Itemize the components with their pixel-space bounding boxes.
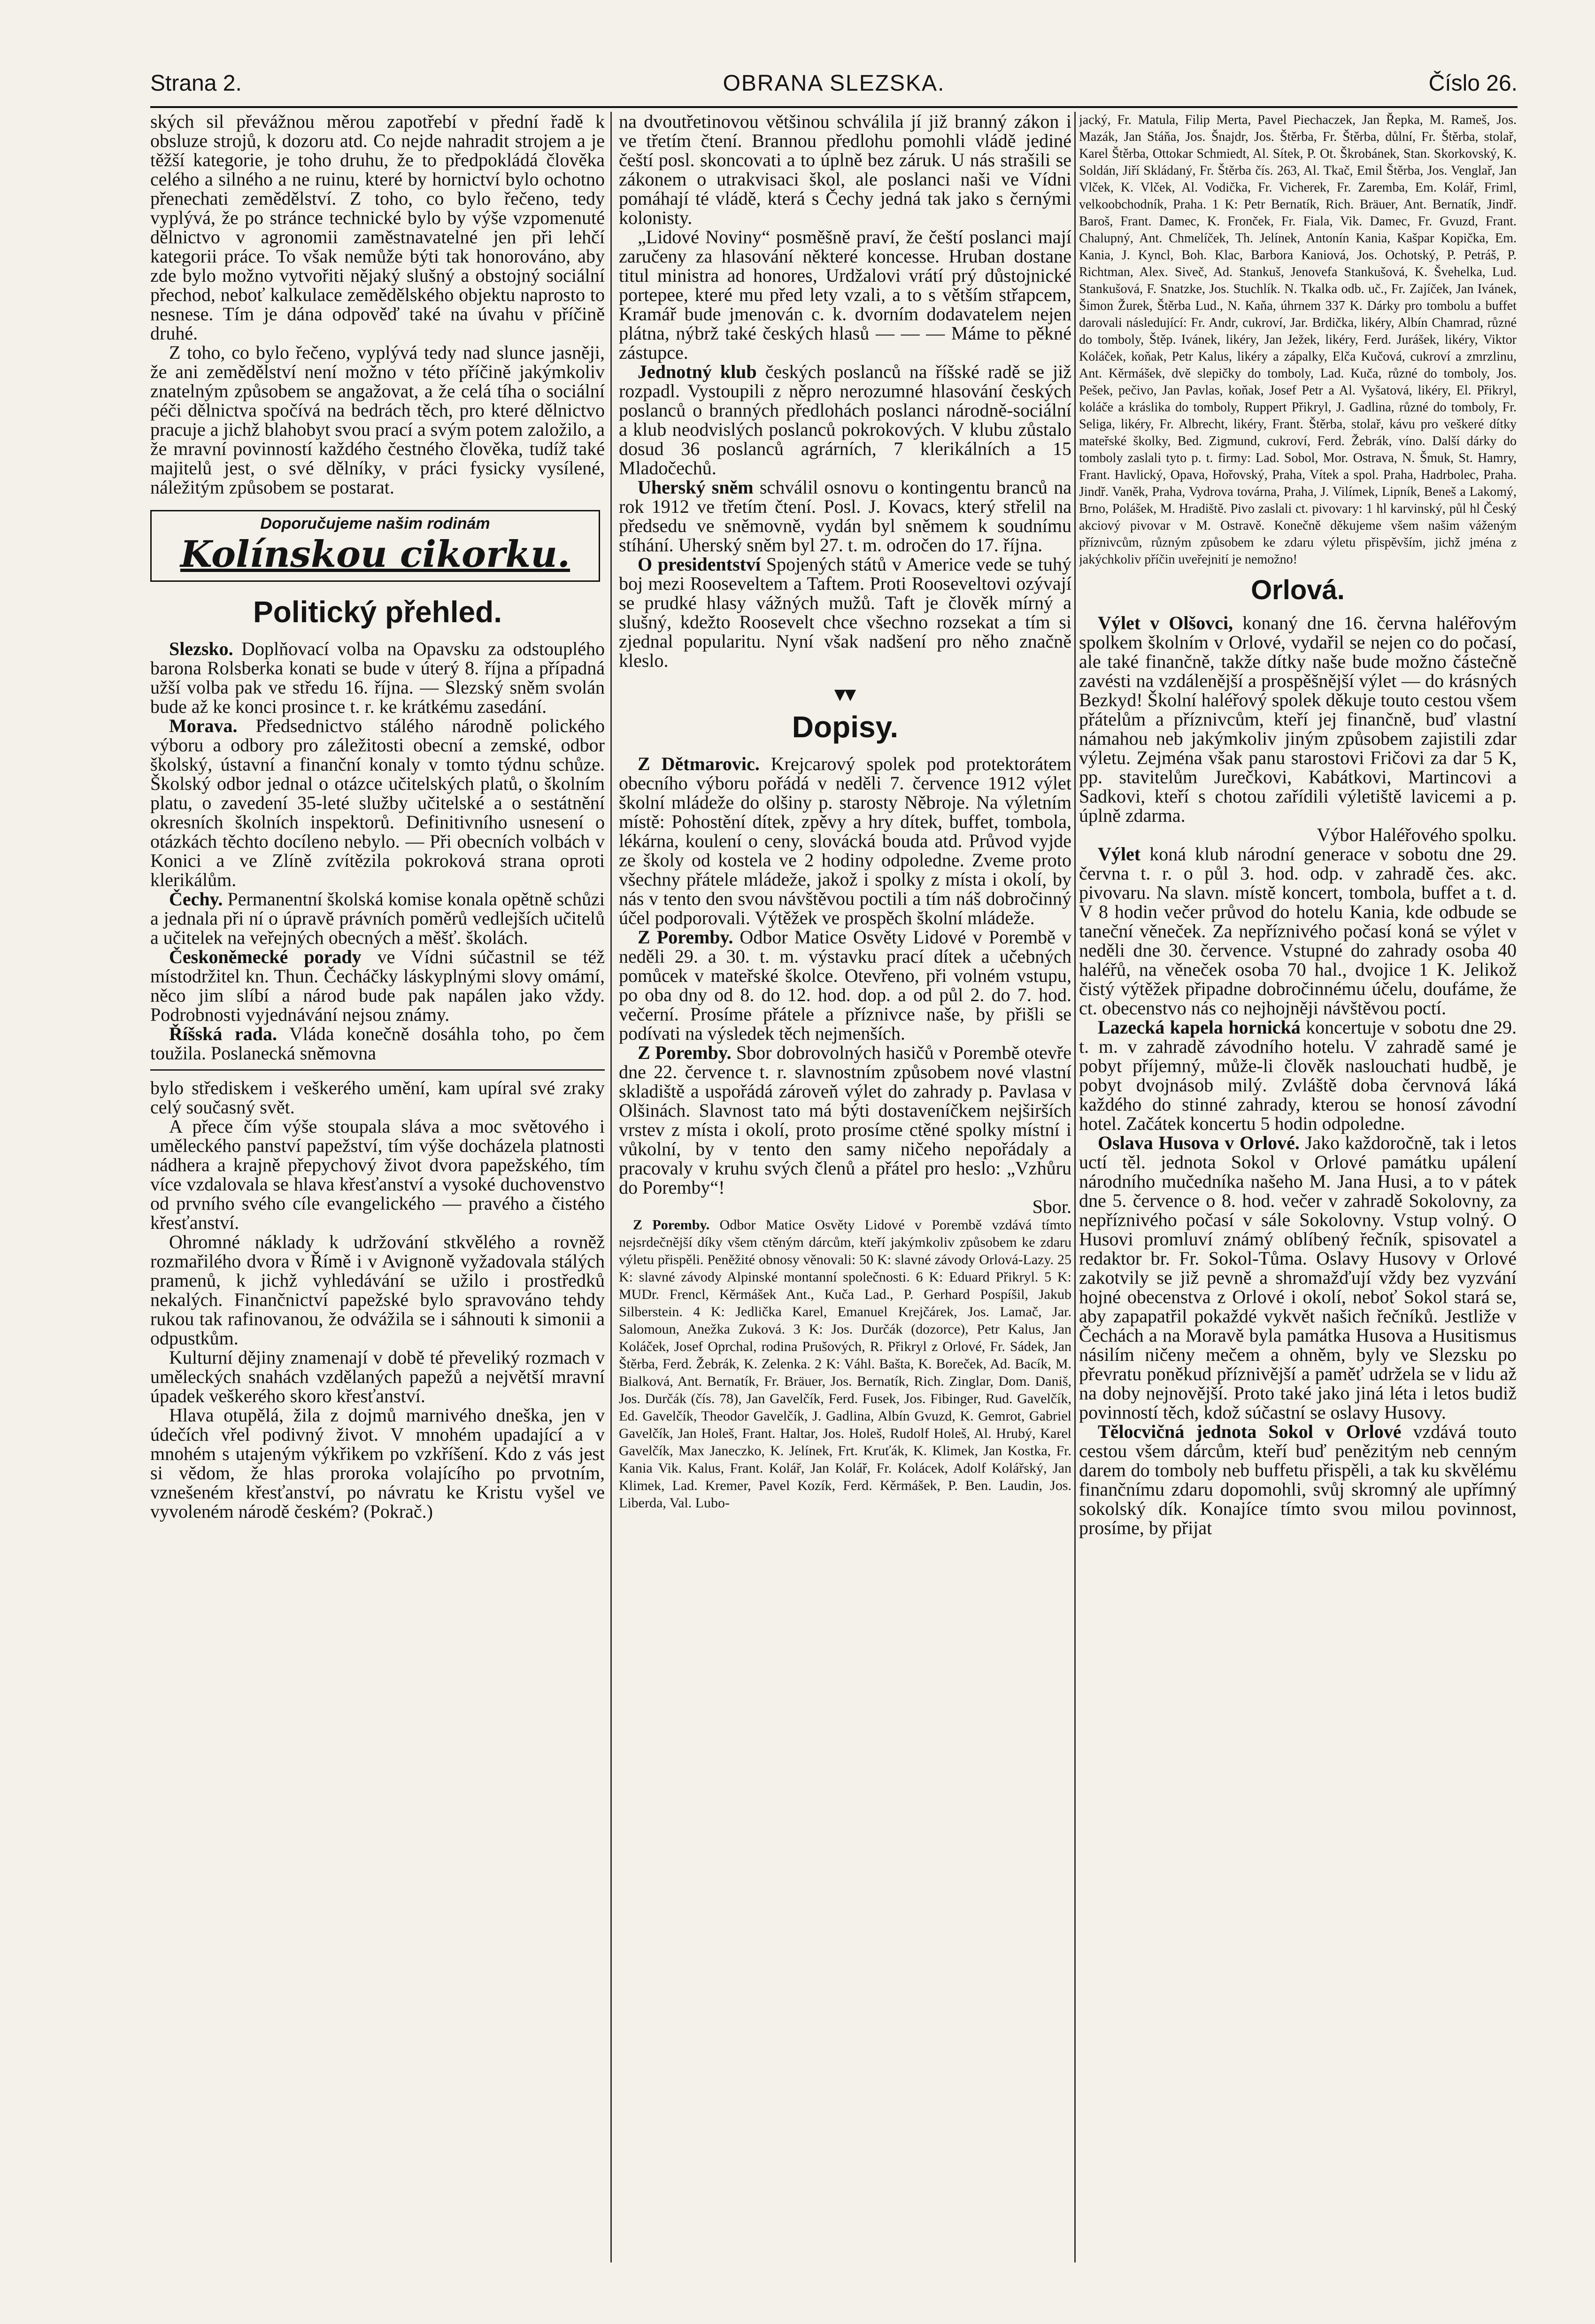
section-heading: Orlová. xyxy=(1251,575,1345,605)
letter-item: Z Poremby. Sbor dobrovolných hasičů v Porembě otevře dne 22. července t. r. slavnostním způsobem nové vlastní skladiště a uspořádá zároveň výlet do zahrady p. Pavlasa v Olšinách. Slavnost tato má býti dostaveníčkem nejširších vrstev z místa i okolí, proto prosíme ctěné spolky místní i vůkolní, by v tento den samy ničeho nepořádaly a pracovaly v kruhu svých členů a přátel pro heslo: „Vzhůru do Poremby“! xyxy=(619,1042,1071,1198)
article-paragraph: A přece čím výše stoupala sláva a moc světového i uměleckého panství papežství, tím výše docházela platnosti nádhera a krajně přepychový život dvora papežského, tím více vzdalovala se hlava křesťanství a vysoké duchovenstvo od prvního svého cíle evangelického — pravého a čistého křesťanství. xyxy=(150,1116,605,1233)
article-paragraph: „Lidové Noviny“ posměšně praví, že čeští poslanci mají zaručeny za hlasování některé koncesse. Hruban dostane titul ministra ad honores, Urdžalovi vrátí prý důstojnické portepee, které mu před lety vzali, a to s větším střapcem, Kramář bude jmenován c. k. dvorním dodavatelem nejen plátna, nýbrž také českých hlasů — — — Máme to pěkné zástupce. xyxy=(619,226,1071,363)
article-paragraph: Z toho, co bylo řečeno, vyplývá tedy nad slunce jasněji, že ani zemědělství není možno v této příčině jakýmkoliv znatelným způsobem se angažovat, a že celá tíha o sociální péči dělnictva spočívá na bedrách těch, pro které dělnictvo pracuje a jichž blahobyt svou prací a svým potem založilo, a že mravní povinností každého čestného člověka, tudíž také majitelů jest, o své dělníky, v práci fysicky vysílené, náležitým způsobem se postarat. xyxy=(150,342,605,498)
column-1 xyxy=(150,112,605,2262)
article-paragraph: Kulturní dějiny znamenají v době té převeliký rozmach v uměleckých snahách vzdělaných papežů a největší mravní úpadek veškerého skoro křesťanství. xyxy=(150,1347,605,1406)
news-item: Slezsko. Doplňovací volba na Opavsku za odstouplého barona Rolsberka konati se bude v úterý 8. října a případná užší volba pak ve středu 16. října. — Slezský sněm svolán bude až ke konci prosince t. r. ke krátkému zasedání. xyxy=(150,638,605,717)
newspaper-title: OBRANA SLEZSKA. xyxy=(723,71,945,96)
column-divider xyxy=(1074,112,1076,2262)
column-2 xyxy=(619,112,1071,2262)
news-item: Českoněmecké porady ve Vídni súčastnil se též místodržitel kn. Thun. Čecháčky láskyplnými slovy omámí, něco jim slíbí a národ bude pak napálen jako vždy. Podrobnosti vyjednávání nejsou známy. xyxy=(150,946,605,1025)
column-divider xyxy=(610,112,612,2262)
news-item: Tělocvičná jednota Sokol v Orlové vzdává touto cestou všem dárcům, kteří buď penězitým neb cenným darem do tomboly neb buffetu přispěli, a tak ku skvělému finančnímu zdaru dopomohli, svůj skromný ale upřímný sokolský dík. Konajíce tímto svou milou povinnost, prosíme, by přijat xyxy=(1079,1421,1517,1538)
ad-tagline: Doporučujeme našim rodinám xyxy=(260,515,490,533)
news-item: Čechy. Permanentní školská komise konala opětně schůzi a jednala při ní o úpravě právních poměrů vedlejších učitelů a učitelek na veřejných obecných a měšť. školách. xyxy=(150,888,605,948)
ornament: ▾▾ xyxy=(834,682,856,705)
issue-number: Číslo 26. xyxy=(1428,71,1518,96)
article-paragraph: na dvoutřetinovou většinou schválila jí již branný zákon i ve třetím čtení. Brannou předlohu pomohli vládě jediné čeští posl. skoncovati a to úplně bez záruk. U nás strašili se zákonem o utrakvisaci škol, ale poslanci naši ve Vídni pomáhají té vládě, která s Čechy jedná tak jako s černými kolonisty. xyxy=(619,112,1071,228)
ad-product: Kolínskou cikorku. xyxy=(180,533,570,576)
news-item: Jednotný klub českých poslanců na říšské radě se již rozpadl. Vystoupili z něpro nerozumné hlasování českých poslanců o branných předlohách poslanci národně-sociální a klub neodvislých poslanců pokrokových. V klubu zůstalo dosud 36 poslanců agrárních, 7 klerikálních a 15 Mladočechů. xyxy=(619,361,1071,479)
news-item: Výlet v Olšovci, konaný dne 16. června haléřovým spolkem školním v Orlové, vydařil se nejen co do počasí, ale také finančně, takže dítky naše bude možno částečně zavésti na vzdálenější a prospěšnější výlet — do krásných Bezkyd! Školní haléřový spolek děkuje touto cestou všem přátelům a příznivcům, kteří jej finančně, buď vlastní námahou neb jakýmkoliv jiným způsobem zajistili zdar výletu. Zejména však panu starostovi Fričovi za dar 5 K, pp. stavitelům Jurečkovi, Kabátkovi, Martincovi a Sadkovi, kteří s chotou zařídili výletiště lavicemi a p. úplně zdarma. xyxy=(1079,612,1517,826)
news-item: Výlet koná klub národní generace v sobotu dne 29. června t. r. o půl 3. hod. odp. v zahradě čes. akc. pivovaru. Na slavn. místě koncert, tombola, buffet a t. d. V 8 hodin večer průvod do hotelu Kania, kde odbude se taneční věneček. Za nepříznivého počasí koná se výlet v neděli dne 30. července. Vstupné do zahrady osoba 40 haléřů, na věneček osoba 70 hal., dvojice 1 K. Jelikož čistý výtěžek připadne dobročinnému účelu, doufáme, že ct. obecenstvo nás co nejhojněji návštěvou poctí. xyxy=(1079,843,1517,1019)
page-number: Strana 2. xyxy=(150,71,242,96)
donor-list: Z Poremby. Odbor Matice Osvěty Lidové v Porembě vzdává tímto nejsrdečnější díky všem ctěným dárcům, kteří jakýmkoliv způsobem ke zdaru výletu přispěli. Peněžité obnosy věnovali: 50 K: slavné závody Orlová-Lazy. 25 K: slavné závody Alpinské montanní společnosti. 6 K: Eduard Přikryl. 5 K: MUDr. Frencl, Kěrmášek Ant., Kuča Lad., P. Gerhard Pospíšil, Jakub Silberstein. 4 K: Jedlička Karel, Emanuel Krejčárek, Jos. Lamač, Jar. Salomoun, Anežka Zuková. 3 K: Jos. Durčák (dozorce), Petr Kalus, Jan Koláček, Josef Oprchal, rodina Prušových, R. Přikryl z Orlové, Fr. Sádek, Jan Štěrba, Ferd. Žebrák, K. Zelenka. 2 K: Váhl. Bašta, K. Boreček, Ad. Bacík, M. Bialková, Ant. Bernatík, Fr. Bräuer, Jos. Bernatík, Rich. Zinglar, Dom. Daniš, Jos. Durčák (čís. 78), Jan Gavelčík, Ferd. Fusek, Jos. Fibinger, Rud. Gavelčík, Ed. Gavelčík, Theodor Gavelčík, J. Gadlina, Albín Gvuzd, K. Gemrot, Gabriel Gavelčík, Jan Holeš, Frant. Haltar, Jos. Holeš, Rudolf Holeš, Al. Hrubý, Karel Gavelčík, Max Janeczko, K. Jelínek, Frt. Kruťák, K. Klimek, Jan Kostka, Fr. Kania Vik. Kalus, Frant. Kolář, Jan Kolář, Fr. Kolácek, Adolf Kolářský, Jan Klimek, Lad. Kremer, Pavel Kozík, Ferd. Kěrmášek, P. Ben. Laudin, Jos. Liberda, Val. Lubo- xyxy=(619,1217,1071,1511)
news-item: Oslava Husova v Orlové. Jako každoročně, tak i letos uctí těl. jednota Sokol v Orlové památku upálení národního mučedníka našeho M. Jana Husi, a to v pátek dne 5. července o 8. hod. večer v zahradě Sokolovny, za nepříznivého počasí v sále Sokolovny. Vstup volný. O Husovi promluví známý oblíbený řečník, spisovatel a redaktor br. Fr. Sokol-Tůma. Oslavy Husovy v Orlové zakotvily se již pevně a shromažďují vždy bez vyzvání hojné obecenstva z Orlové i okolí, neboť Sokol stará se, aby zapapatřil pokaždé vykvět našich řečníků. Jestliže v Čechách a na Moravě byla památka Husova a Husitismus násilím ničeny mečem a ohněm, byly ve Slezsku po převratu poněkud příznivější a paměť udržela se v lidu až na doby nejnovější. Proto také jako jiná léta i letos budiž povinností těch, kdož súčastní se oslavy Husovy. xyxy=(1079,1132,1517,1423)
news-item: Říšská rada. Vláda konečně dosáhla toho, po čem toužila. Poslanecká sněmovna xyxy=(150,1023,605,1064)
section-heading: Politický přehled. xyxy=(253,595,502,629)
section-heading: Dopisy. xyxy=(792,710,899,744)
news-item: Morava. Předsednictvo stálého národně polického výboru a odbory pro záležitosti obecní a zemské, odbor školský, ústavní a finanční konaly v tomto týdnu schůze. Školský odbor jednal o otázce učitelských platů, o školním platu, o zavedení 35-leté služby učitelské a o sestátnění okresních školních inspektorů. Definitivního usnesení o otázkách těchto docíleno nebylo. — Při obecních volbách v Konici a ve Zlíně zvítězila pokroková strana oproti klerikálům. xyxy=(150,715,605,890)
article-paragraph: ských sil převážnou měrou zapotřebí v přední řadě k obsluze strojů, k dozoru atd. Co nejde nahradit strojem a je těžší kategorie, je toho druhu, že to předpokládá člověka celého a silného a ne ruinu, které by hornictví bylo ochotno přenechati zemědělství. Z toho, co bylo řečeno, tedy vyplývá, že po stránce technické bylo by výše vzpomenuté dělnictvo v agronomii zaměstnavatelné jen při lehčí kategorii práce. To však nemůže býti tak honorováno, aby zde bylo možno vytvořiti nějaký slušný a obstojný sociální přechod, neboť kalkulace zemědělského objektu naprosto to nesnese. Tím je dána odpověď také na úvahu v příčině druhé. xyxy=(150,112,605,344)
advertisement xyxy=(150,510,600,582)
donor-list: jacký, Fr. Matula, Filip Merta, Pavel Piechaczek, Jan Řepka, M. Rameš, Jos. Mazák, Jan Stáňa, Jos. Šnajdr, Jos. Štěrba, Fr. Štěrba, důlní, Fr. Štěrba, stolař, Karel Štěrba, Ottokar Schmiedt, Al. Sítek, P. Ot. Škrobánek, Stan. Skorkovský, K. Soldán, Jiří Skládaný, Fr. Štěrba čís. 263, Al. Tkač, Emil Štěrba, Jos. Venglař, Jan Vlček, K. Vlček, Al. Vodička, Fr. Vicherek, Fr. Zaremba, Em. Kolář, Friml, velkoobchodník, Praha. 1 K: Petr Bernatík, Rich. Bräuer, Ant. Bernatík, Jindř. Baroš, Frant. Damec, K. Fronček, Fr. Fiala, Vik. Damec, Fr. Gvuzd, Frant. Chalupný, Ant. Chmelíček, Th. Jelínek, Antonín Kania, Kašpar Kopička, Em. Kania, J. Kyncl, Boh. Klac, Barbora Kaniová, Jos. Ochotský, P. Petráš, P. Richtman, Alex. Siveč, Ad. Stankuš, Jenovefa Stankušová, K. Švehelka, Lud. Stankušová, F. Snatzke, Jos. Stuchlík. N. Tkalka odb. uč., Fr. Zajíček, Jan Ivánek, Šimon Žurek, Štěrba Lud., N. Kaňa, úhrnem 337 K. Dárky pro tombolu a buffet darovali následující: Fr. Andr, cukroví, Jar. Brdička, likéry, Albín Chamrad, různé do tomboly, Štěp. Ivánek, likéry, Jan Ježek, likéry, Ferd. Jurášek, likéry, Viktor Koláček, koňak, Petr Kalus, likéry a zápalky, Elča Kučová, cukroví a zmrzlinu, Ant. Kěrmášek, dvě slepičky do tomboly, Lad. Kuča, různé do tomboly, Jos. Pešek, pečivo, Jan Pavlas, koňak, Josef Petr a Al. Vyšatová, likéry, El. Přikryl, koláče a kráslika do tomboly, Ruppert Přikryl, J. Gadlina, různé do tomboly, Fr. Seliga, likéry, Fr. Albrecht, likéry, Frant. Štěrba, stolař, kávu pro veškeré dítky mateřské školky, Bed. Zigmund, cukroví, Ferd. Žebrák, víno. Další dárky do tomboly zaslali tyto p. t. firmy: Lad. Sobol, Mor. Ostrava, N. Šmuk, St. Hamry, Frant. Havlický, Opava, Hořovský, Praha, Vítek a spol. Praha, Hadrbolec, Praha. Jindř. Vaněk, Praha, Vydrova továrna, Praha, J. Vilímek, Lipník, Beneš a Lakomý, Brno, Polášek, M. Hradiště. Pivo zaslali ct. pivovary: 1 hl karvinský, půl hl Český akciový pivovar v M. Ostravě. Konečně děkujeme všem našim váženým příznivcům, různým způsobem ke zdaru výletu přispěvším, jichž jména z jakýchkoliv příčin uveřejnití je nemožno! xyxy=(1079,113,1517,567)
header-rule xyxy=(150,106,1518,108)
continuation-note: (Pokrač.) xyxy=(363,1501,433,1522)
column-3 xyxy=(1079,112,1517,2262)
article-paragraph: Hlava otupělá, žila z dojmů marnivého dneška, jen v údečích vřel podivný život. V mnohém upadající a v mnohém s utajeným výkřikem po vzkříšení. Kdo z vás jest si vědom, že hlas proroka volajícího po prvotním, vznešeném křesťanství, po návratu ke Kristu vyšel ve vyvoleném národě českém? (Pokrač.) xyxy=(150,1405,605,1522)
news-item: Uherský sněm schválil osnovu o kontingentu branců na rok 1912 ve třetím čtení. Posl. J. Kovacs, který střelil na předsedu ve sněmovně, vydán byl sněmem k soudnímu stíhání. Uherský sněm byl 27. t. m. odročen do 17. října. xyxy=(619,477,1071,556)
article-paragraph: bylo střediskem i veškerého umění, kam upíral své zraky celý současný svět. xyxy=(150,1077,605,1118)
divider-rule xyxy=(150,1069,605,1071)
letter-item: Z Dětmarovic. Krejcarový spolek pod protektorátem obecního výboru pořádá v neděli 7. července 1912 výlet školní mládeže do olšiny p. starosty Něbroje. Na výletním místě: Pohostění dítek, zpěvy a hry dítek, buffet, tombola, lékárna, koulení o ceny, slovácká bouda atd. Průvod vyjde ze školy od kostela ve 2 hodiny odpoledne. Zveme proto všechny přátele mládeže, jakož i spolky z místa i okolí, by nás v tento den svou návštěvou poctili a tím náš dobročinný účel podporovali. Výtěžek ve prospěch školní mládeže. xyxy=(619,753,1071,928)
article-paragraph: Ohromné náklady k udržování stkvělého a rovněž rozmařilého dvora v Římě i v Avignoně vyžadovala stálých pramenů, k jichž vyhledávání se užilo i prostředků nekalých. Finančnictví papežské bylo spravováno tehdy rukou tak rafinovanou, že odvážila se i sáhnouti k simonii a odpustkům. xyxy=(150,1231,605,1349)
signature: Výbor Haléřového spolku. xyxy=(1317,824,1517,845)
news-item: O presidentství Spojených států v Americe vede se tuhý boj mezi Rooseveltem a Taftem. Proti Rooseveltovi ozývají se prudké hlasy vážných mužů. Taft je člověk mírný a slušný, kdežto Roosevelt chce všechno rozsekat a tím si zjednal popularitu. Nyní však nadšení pro něho značně kleslo. xyxy=(619,554,1071,671)
letter-item: Z Poremby. Odbor Matice Osvěty Lidové v Porembě v neděli 29. a 30. t. m. výstavku prací dítek a učebných pomůcek v mateřské školce. Otevřeno, při volném vstupu, po oba dny od 8. do 12. hod. dop. a od půl 2. do 7. hod. večerní. Prosíme přátele a příznivce naše, by přišli se podívati na výsledek těch nejmenších. xyxy=(619,927,1071,1044)
news-item: Lazecká kapela hornická koncertuje v sobotu dne 29. t. m. v zahradě závodního hotelu. V zahradě samé je pobyt příjemný, může-li člověk naslouchati hudbě, je pobyt dvojnásob milý. Zvláště doba červnová láká každého do stinné zahrady, kterou se honosí závodní hotel. Začátek koncertu 5 hodin odpoledne. xyxy=(1079,1017,1517,1134)
signature: Sbor. xyxy=(1032,1196,1071,1217)
page-header xyxy=(150,70,1518,104)
